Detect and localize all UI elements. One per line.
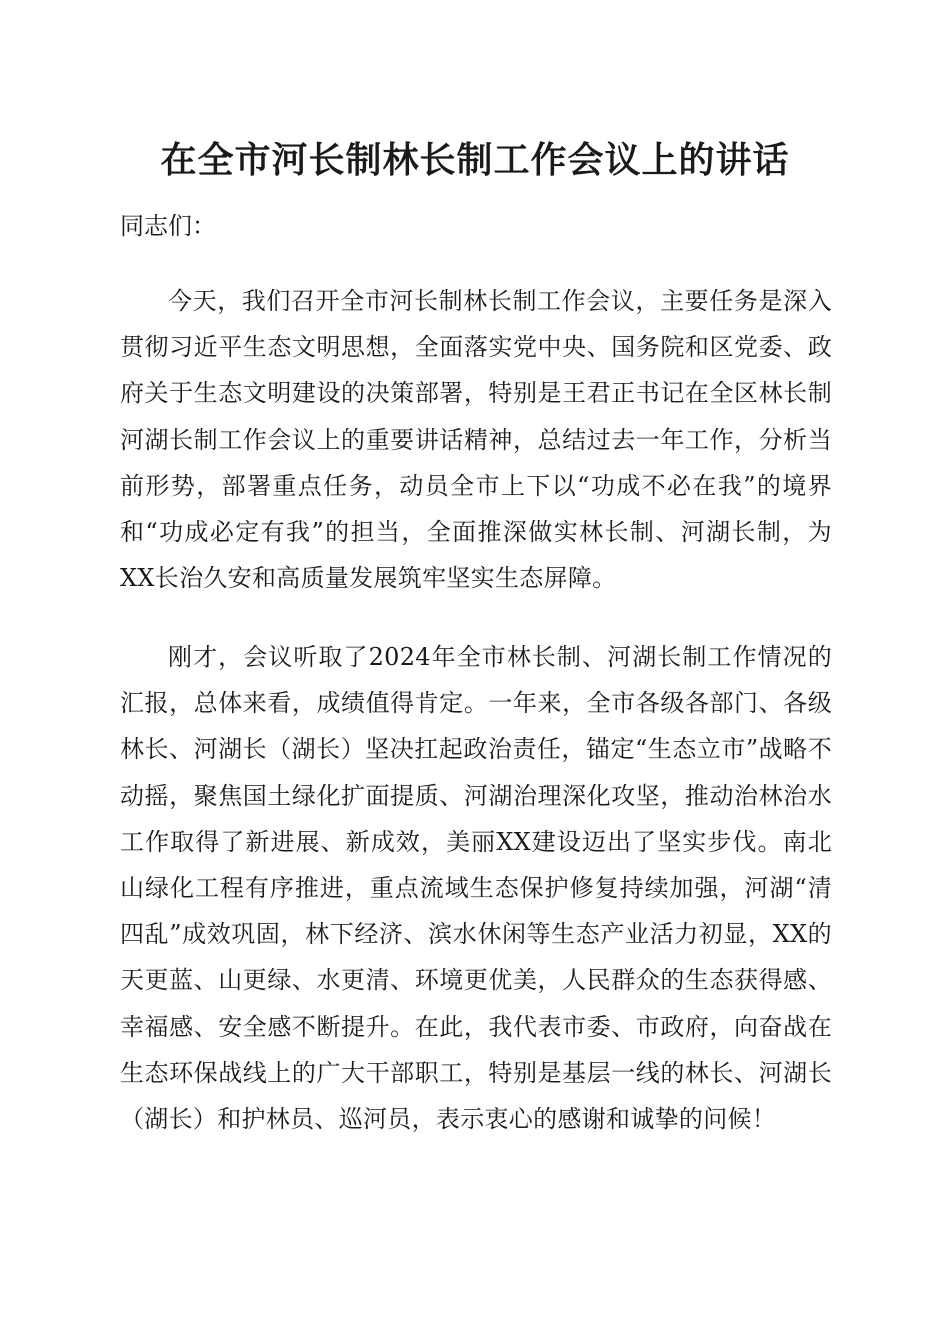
salutation: 同志们： [120,212,216,240]
paragraph-1: 今天，我们召开全市河长制林长制工作会议，主要任务是深入贯彻习近平生态文明思想，全面落实党中央、国务院和区党委、政府关于生态文明建设的决策部署，特别是王君正书记在全区林长制河湖长制工作会议上的重要讲话精神，总结过去一年工作，分析当前形势，部署重点任务，动员全市上下以“功成不必在我”的境界和“功成必定有我”的担当，全面推深做实林长制、河湖长制，为XX长治久安和高质量发展筑牢坚实生态屏障。 [120,287,832,593]
paragraph-2: 刚才，会议听取了2024年全市林长制、河湖长制工作情况的汇报，总体来看，成绩值得肯定。一年来，全市各级各部门、各级林长、河湖长（湖长）坚决扛起政治责任，锚定“生态立市”战略不动摇，聚焦国土绿化扩面提质、河湖治理深化攻坚，推动治林治水工作取得了新进展、新成效，美丽XX建设迈出了坚实步伐。南北山绿化工程有序推进，重点流域生态保护修复持续加强，河湖“清四乱”成效巩固，林下经济、滨水休闲等生态产业活力初显，XX的天更蓝、山更绿、水更清、环境更优美，人民群众的生态获得感、幸福感、安全感不断提升。在此，我代表市委、市政府，向奋战在生态环保战线上的广大干部职工，特别是基层一线的林长、河湖长（湖长）和护林员、巡河员，表示衷心的感谢和诚挚的问候！ [120,643,832,1134]
document-title: 在全市河长制林长制工作会议上的讲话 [160,139,790,181]
